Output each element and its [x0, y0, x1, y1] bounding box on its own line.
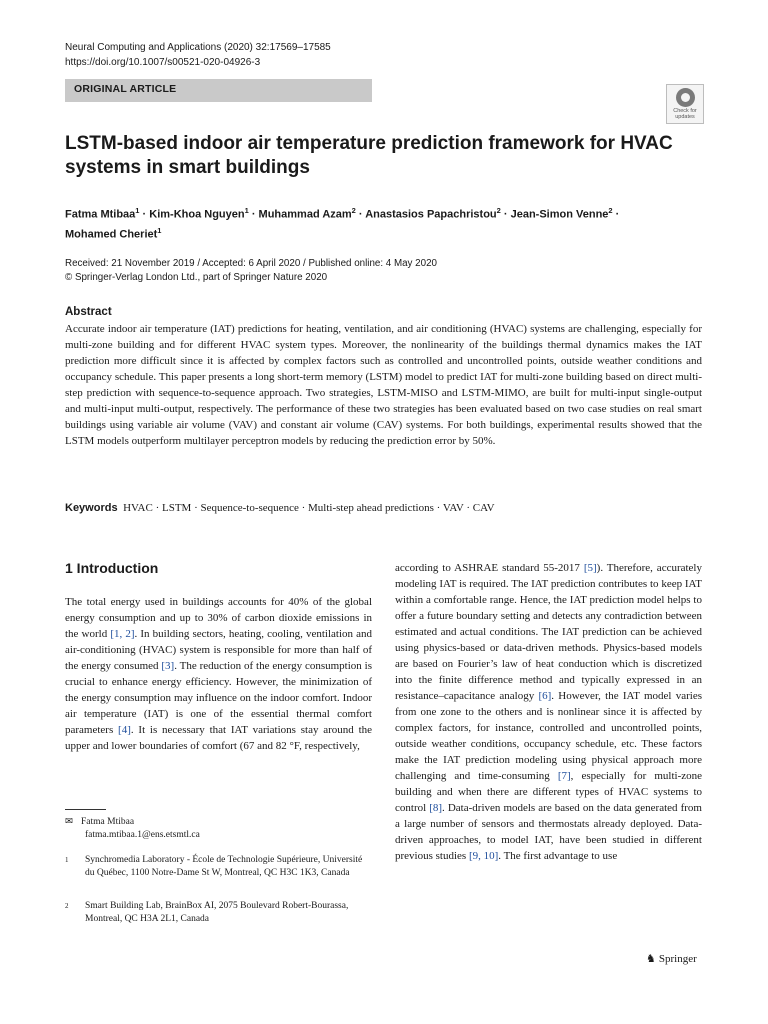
corresponding-author-name: Fatma Mtibaa: [81, 817, 135, 827]
article-type-bar: [65, 79, 372, 102]
affiliation-mark: 2: [65, 902, 69, 910]
author-name[interactable]: Kim-Khoa Nguyen: [149, 208, 245, 221]
section-heading: 1 Introduction: [65, 560, 159, 576]
author-affiliation-mark: 1: [244, 206, 249, 215]
body-text: . However, the IAT model varies from one zone to the others and is nonlinear since it is affected by complex factors, for instance, controlled and uncontrolled points, outside weather conditions, occupancy schedule, etc. These factors make the IAT prediction modeling using physical approach more challenging and time-consuming: [395, 690, 702, 782]
author-name[interactable]: Jean-Simon Venne: [510, 208, 609, 221]
body-text: . The reduction of the energy consumption is crucial to enhance energy efficiency. However, the minimization of the energy consumption may influence on the indoor comfort. Indoor air temperature (IAT) is one of the essential thermal comfort parameters: [65, 660, 372, 736]
check-for-updates-badge[interactable]: [666, 84, 704, 124]
author-list: Fatma Mtibaa$^1$ · Kim-Khoa Nguyen$^1$ · Muhammad Azam$^2$ · Anastasios Papachristou$^2$ · Jean-Simon Venne$^2$ · Mohamed Cheriet$^1$: [65, 206, 620, 241]
body-text: . The first advantage to use: [498, 850, 618, 862]
author-name[interactable]: Mohamed Cheriet: [65, 228, 158, 241]
author-name[interactable]: Muhammad Azam: [258, 208, 352, 221]
author-affiliation-mark: 2: [496, 206, 501, 215]
affiliation-mark: 1: [65, 856, 69, 864]
author-affiliation-mark: 1: [157, 225, 162, 235]
publisher-footer: [646, 952, 697, 965]
body-text: ). Therefore, accurately modeling IAT is required. The IAT prediction contributes to keep IAT within a comfortable range. Hence, the IAT prediction model helps to offer a future boundary setting and detects any contradiction between estimated and actual conditions. The IAT prediction can be achieved using physics-based or data-driven methods. Physics-based models are based on Fourier’s law of heat conduction which is discretized into the finite difference method and typically expressed in an resistance–capacitance analogy: [395, 562, 702, 702]
author-affiliation-mark: 2: [351, 206, 356, 215]
keywords-label: Keywords: [65, 502, 118, 514]
body-text: . It is necessary that IAT variations stay around the upper and lower boundaries of comfort (67 and 82 °F, respectively,: [65, 724, 373, 752]
body-text: . Data-driven models are based on the data generated from a large number of sensors and thermostats already deployed. Data-driven approaches, to model IAT, have been studied in different previous studies: [395, 802, 702, 862]
title-line2: systems in smart buildings: [65, 157, 310, 178]
article-title: [65, 132, 705, 180]
citation-link[interactable]: [1, 2]: [110, 628, 135, 640]
citation-link[interactable]: [9, 10]: [468, 850, 499, 862]
abstract-text: Accurate indoor air temperature (IAT) predictions for heating, ventilation, and air conditioning (HVAC) systems are challenging, especially for multi-zone building and for different HVAC system types. Moreover, the nonlinearity of the buildings thermal dynamics makes the IAT prediction more difficult since it is affected by complex factors such as controlled and uncontrolled points, outside weather conditions and occupancy schedule. This paper presents a long short-term memory (LSTM) model to predict IAT for multi-zone building based on direct multi-step prediction with sequence-to-sequence approach. Two strategies, LSTM-MISO and LSTM-MIMO, are built for multi-input single-output and multi-input multi-output, respectively. The performance of these two strategies has been evaluated based on two case studies on real smart buildings using variable air volume (VAV) and constant air volume (CAV) systems. For both buildings, experimental results showed that the LSTM models outperform multilayer perceptron models by reducing the prediction error by 50%.: [65, 323, 702, 447]
author-name[interactable]: Fatma Mtibaa: [65, 208, 136, 221]
corresponding-author-email[interactable]: fatma.mtibaa.1@ens.etsmtl.ca: [85, 830, 200, 840]
affiliation-note: [65, 854, 365, 880]
body-text: , especially for multi-zone building and when there are different types of HVAC systems to control: [395, 770, 702, 814]
author-name[interactable]: Anastasios Papachristou: [365, 208, 497, 221]
body-text: . In building sectors, heating, cooling, ventilation and air-conditioning (HVAC) system is responsible for more than half of the energy consumed: [65, 628, 372, 672]
envelope-icon: ✉: [65, 817, 73, 827]
dates-line: Received: 21 November 2019 / Accepted: 6 April 2020 / Published online: 4 May 2020: [65, 258, 437, 269]
affiliation-note: [65, 900, 365, 926]
citation-link[interactable]: [8]: [429, 802, 443, 814]
body-text: according to ASHRAE standard 55-2017: [395, 562, 584, 574]
publication-dates: [65, 257, 705, 284]
publisher-name: Springer: [658, 953, 697, 965]
citation-link[interactable]: [3]: [161, 660, 175, 672]
badge-line1: Check for: [673, 108, 697, 114]
author-affiliation-mark: 1: [135, 206, 140, 215]
doi-link[interactable]: https://doi.org/10.1007/s00521-020-04926-3: [65, 57, 261, 68]
body-text: The total energy used in buildings accounts for 40% of the global energy consumption and up to 30% of carbon dioxide emissions in the world: [65, 596, 372, 640]
citation-link[interactable]: [4]: [118, 724, 131, 736]
citation-link[interactable]: [7]: [557, 770, 571, 782]
citation-link[interactable]: [6]: [538, 690, 552, 702]
citation-link[interactable]: [5]: [583, 562, 597, 574]
journal-header: [65, 40, 331, 70]
badge-line2: updates: [675, 114, 695, 120]
article-type-label: ORIGINAL ARTICLE: [74, 83, 177, 95]
body-column-left: [65, 594, 372, 754]
body-column-right: [395, 560, 702, 864]
affiliation-text: Smart Building Lab, BrainBox AI, 2075 Boulevard Robert-Bourassa, Montreal, QC H3A 2L1, Canada: [85, 901, 349, 924]
affiliation-text: Synchromedia Laboratory - École de Technologie Supérieure, Université du Québec, 1100 Notre-Dame St W, Montreal, QC H3C 1K3, Canada: [85, 855, 363, 878]
corresponding-author-note: [65, 816, 200, 842]
copyright-line: © Springer-Verlag London Ltd., part of Springer Nature 2020: [65, 271, 328, 283]
springer-horse-icon: ♞: [646, 953, 656, 965]
check-updates-icon: [676, 88, 695, 107]
abstract-heading: Abstract: [65, 306, 112, 318]
author-affiliation-mark: 2: [608, 206, 613, 215]
footnote-divider: [65, 809, 106, 810]
keywords: [65, 500, 705, 516]
title-line1: LSTM-based indoor air temperature prediction framework for HVAC: [65, 133, 673, 154]
journal-citation: Neural Computing and Applications (2020) 32:17569–17585: [65, 42, 331, 53]
keywords-list: HVAC · LSTM · Sequence-to-sequence · Multi-step ahead predictions · VAV · CAV: [123, 502, 495, 514]
